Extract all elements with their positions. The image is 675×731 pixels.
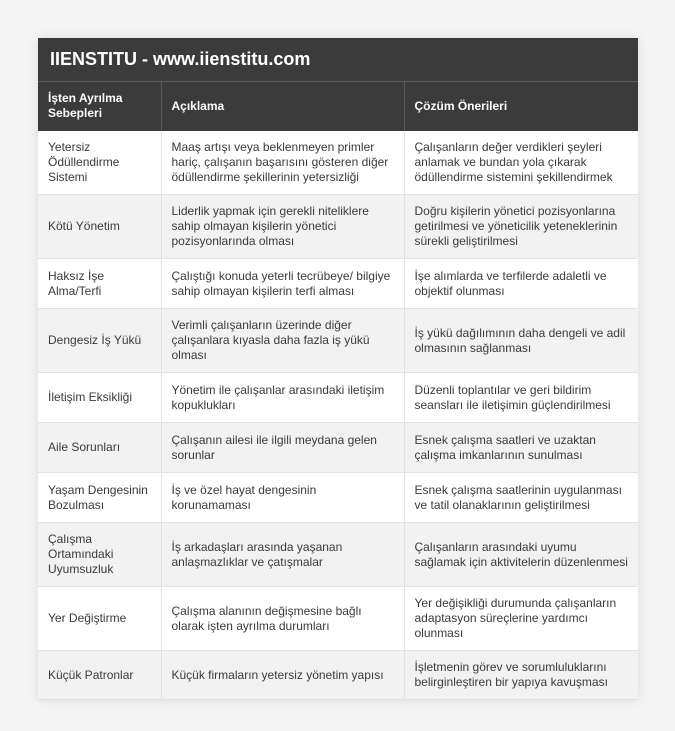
- cell-reason: Haksız İşe Alma/Terfi: [38, 259, 161, 309]
- column-header-solution: Çözüm Önerileri: [404, 82, 638, 131]
- cell-description: Verimli çalışanların üzerinde diğer çalışanlara kıyasla daha fazla iş yükü olması: [161, 309, 404, 373]
- cell-reason: Yaşam Dengesinin Bozulması: [38, 473, 161, 523]
- cell-solution: Çalışanların değer verdikleri şeyleri anlamak ve bundan yola çıkarak ödüllendirme sistemini şekillendirmek: [404, 131, 638, 195]
- cell-reason: Küçük Patronlar: [38, 651, 161, 700]
- cell-description: Çalışma alanının değişmesine bağlı olarak işten ayrılma durumları: [161, 587, 404, 651]
- table-card: [38, 38, 638, 700]
- table-row: [38, 423, 638, 473]
- table-row: [38, 587, 638, 651]
- table-row: [38, 195, 638, 259]
- cell-description: Çalışanın ailesi ile ilgili meydana gelen sorunlar: [161, 423, 404, 473]
- cell-description: Çalıştığı konuda yeterli tecrübeye/ bilgiye sahip olmayan kişilerin terfi alması: [161, 259, 404, 309]
- cell-reason: Yer Değiştirme: [38, 587, 161, 651]
- cell-reason: Çalışma Ortamındaki Uyumsuzluk: [38, 523, 161, 587]
- table-row: [38, 309, 638, 373]
- table-row: [38, 373, 638, 423]
- cell-reason: İletişim Eksikliği: [38, 373, 161, 423]
- table-row: [38, 473, 638, 523]
- cell-solution: İşletmenin görev ve sorumluluklarını belirginleştiren bir yapıya kavuşması: [404, 651, 638, 700]
- cell-reason: Dengesiz İş Yükü: [38, 309, 161, 373]
- cell-solution: Düzenli toplantılar ve geri bildirim seansları ile iletişimin güçlendirilmesi: [404, 373, 638, 423]
- column-header-reason: İşten Ayrılma Sebepleri: [38, 82, 161, 131]
- reasons-table: [38, 81, 638, 700]
- cell-description: Küçük firmaların yetersiz yönetim yapısı: [161, 651, 404, 700]
- table-row: [38, 651, 638, 700]
- cell-solution: İş yükü dağılımının daha dengeli ve adil olmasının sağlanması: [404, 309, 638, 373]
- cell-solution: Yer değişikliği durumunda çalışanların adaptasyon süreçlerine yardımcı olunması: [404, 587, 638, 651]
- cell-solution: İşe alımlarda ve terfilerde adaletli ve objektif olunması: [404, 259, 638, 309]
- cell-description: Liderlik yapmak için gerekli niteliklere sahip olmayan kişilerin yönetici pozisyonlarında olması: [161, 195, 404, 259]
- cell-solution: Esnek çalışma saatlerinin uygulanması ve tatil olanaklarının geliştirilmesi: [404, 473, 638, 523]
- cell-description: İş arkadaşları arasında yaşanan anlaşmazlıklar ve çatışmalar: [161, 523, 404, 587]
- cell-solution: Çalışanların arasındaki uyumu sağlamak için aktivitelerin düzenlenmesi: [404, 523, 638, 587]
- table-row: [38, 259, 638, 309]
- table-title: IIENSTITU - www.iienstitu.com: [38, 38, 638, 81]
- cell-solution: Esnek çalışma saatleri ve uzaktan çalışma imkanlarının sunulması: [404, 423, 638, 473]
- cell-description: Maaş artışı veya beklenmeyen primler hariç, çalışanın başarısını gösteren diğer ödüllendirme şekillerinin yetersizliği: [161, 131, 404, 195]
- cell-reason: Kötü Yönetim: [38, 195, 161, 259]
- cell-reason: Yetersiz Ödüllendirme Sistemi: [38, 131, 161, 195]
- table-row: [38, 131, 638, 195]
- column-header-description: Açıklama: [161, 82, 404, 131]
- cell-reason: Aile Sorunları: [38, 423, 161, 473]
- table-row: [38, 523, 638, 587]
- table-header-row: [38, 82, 638, 131]
- cell-solution: Doğru kişilerin yönetici pozisyonlarına getirilmesi ve yöneticilik yeteneklerinin sürekli geliştirilmesi: [404, 195, 638, 259]
- cell-description: İş ve özel hayat dengesinin korunamaması: [161, 473, 404, 523]
- cell-description: Yönetim ile çalışanlar arasındaki iletişim kopuklukları: [161, 373, 404, 423]
